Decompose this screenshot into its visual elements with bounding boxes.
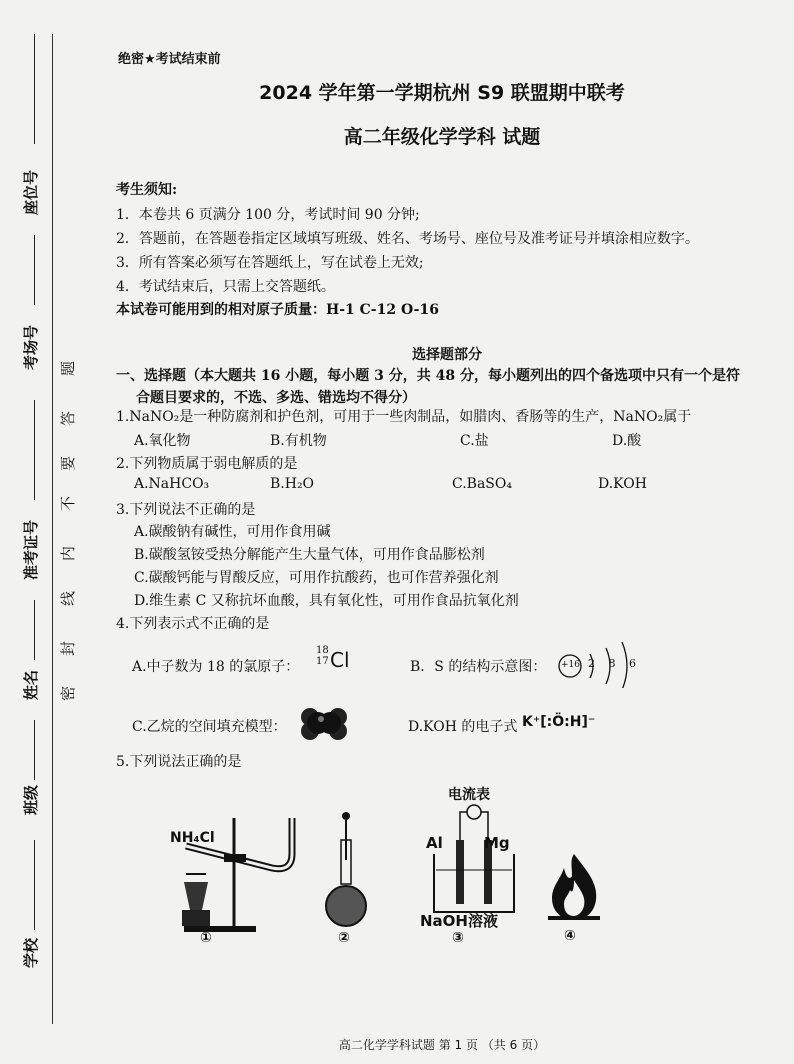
atomic-number: 17 — [316, 656, 329, 667]
koh-electron-formula: K⁺[:Ö:H]⁻ — [522, 714, 596, 730]
warning-char: 线 — [59, 590, 78, 607]
q3-option-b: B.碳酸氢铵受热分解能产生大量气体，可用作食品膨松剂 — [134, 547, 485, 563]
naoh-solution-label: NaOH溶液 — [420, 912, 498, 930]
notice-item: 2．答题前，在答题卷指定区域填写班级、姓名、考场号、座位号及准考证号并填涂相应数字。 — [116, 231, 699, 247]
nuclide-notation — [316, 645, 329, 667]
q1-stem: 1.NaNO₂是一种防腐剂和护色剂，可用于一些肉制品，如腊肉、香肠等的生产，NaNO₂属于 — [116, 409, 692, 425]
warning-char: 题 — [59, 360, 78, 377]
ticket-number-label: 准考证号 — [22, 519, 40, 580]
exam-title: 2024 学年第一学期杭州 S9 联盟期中联考 — [259, 82, 625, 104]
page-footer: 高二化学学科试题 第 1 页 （共 6 页） — [338, 1038, 546, 1052]
q1-option-d: D.酸 — [612, 433, 642, 449]
electron-shells: 2 8 6 — [588, 657, 641, 670]
notice-heading: 考生须知: — [116, 182, 178, 198]
flame-icon — [546, 850, 602, 922]
figure-label-2: ② — [338, 930, 350, 946]
nucleus-charge: +16 — [561, 660, 580, 670]
exam-room-label: 考场号 — [22, 324, 40, 370]
binding-line — [52, 34, 53, 1024]
ammeter-label: 电流表 — [448, 787, 490, 803]
warning-char: 要 — [59, 455, 78, 472]
binding-sidebar — [0, 0, 78, 1064]
warning-char: 答 — [59, 410, 78, 427]
figure-label-3: ③ — [452, 930, 464, 946]
ticket-number-line — [34, 400, 35, 500]
nh4cl-label: NH₄Cl — [170, 830, 215, 846]
q2-option-c: C.BaSO₄ — [452, 476, 512, 492]
q2-option-d: D.KOH — [598, 476, 647, 492]
school-label: 学校 — [22, 937, 40, 968]
q3-option-c: C.碳酸钙能与胃酸反应，可用作抗酸药，也可作营养强化剂 — [134, 570, 499, 586]
q4-stem: 4.下列表示式不正确的是 — [116, 616, 270, 632]
name-label: 姓名 — [22, 669, 40, 700]
q1-option-c: C.盐 — [460, 433, 489, 449]
q4-option-a: A.中子数为 18 的氯原子： — [132, 659, 300, 675]
q1-option-a: A.氧化物 — [134, 433, 191, 449]
q3-stem: 3.下列说法不正确的是 — [116, 502, 256, 518]
name-line — [34, 600, 35, 660]
exam-room-line — [34, 235, 35, 305]
warning-char: 不 — [59, 495, 78, 512]
confidential-mark: 绝密★考试结束前 — [118, 52, 221, 67]
q3-option-d: D.维生素 C 又称抗坏血酸，具有氧化性，可用作食品抗氧化剂 — [134, 593, 519, 609]
ethane-space-filling-model — [298, 704, 350, 742]
section-title: 选择题部分 — [412, 347, 482, 363]
warning-char: 封 — [59, 640, 78, 657]
chlorine-symbol: Cl — [330, 648, 350, 672]
school-line — [34, 840, 35, 930]
warning-char: 内 — [59, 545, 78, 562]
q4-option-c: C.乙烷的空间填充模型： — [132, 719, 287, 735]
q5-stem: 5.下列说法正确的是 — [116, 754, 242, 770]
round-bottom-flask — [322, 810, 370, 930]
mg-electrode-label: Mg — [484, 834, 510, 852]
al-mg-galvanic-cell — [424, 800, 534, 920]
atomic-mass-note: 本试卷可能用到的相对原子质量：H-1 C-12 O-16 — [116, 302, 439, 318]
exam-subtitle: 高二年级化学学科 试题 — [343, 126, 541, 148]
q1-option-b: B.有机物 — [270, 433, 327, 449]
al-electrode-label: Al — [426, 834, 443, 852]
notice-item: 4．考试结束后，只需上交答题纸。 — [116, 279, 335, 295]
mass-number: 18 — [316, 645, 329, 656]
warning-char: 密 — [59, 685, 78, 702]
seat-number-label: 座位号 — [22, 169, 40, 215]
notice-item: 1．本卷共 6 页满分 100 分，考试时间 90 分钟; — [116, 207, 420, 223]
class-label: 班级 — [22, 784, 40, 815]
notice-item: 3．所有答案必须写在答题纸上，写在试卷上无效; — [116, 255, 424, 271]
figure-label-1: ① — [200, 930, 212, 946]
q3-option-a: A.碳酸钠有碱性，可用作食用碱 — [134, 524, 331, 540]
q4-option-d: D.KOH 的电子式 — [408, 719, 518, 735]
q2-stem: 2.下列物质属于弱电解质的是 — [116, 456, 298, 472]
q2-option-a: A.NaHCO₃ — [134, 476, 210, 492]
class-line — [34, 720, 35, 780]
q4-option-b: B．S 的结构示意图： — [410, 659, 547, 675]
section-instruction: 一、选择题（本大题共 16 小题，每小题 3 分，共 48 分，每小题列出的四个备选项中只有一个是符 — [116, 368, 740, 384]
section-instruction-cont: 合题目要求的，不选、多选、错选均不得分） — [136, 390, 416, 406]
q2-option-b: B.H₂O — [270, 476, 315, 492]
figure-label-4: ④ — [564, 928, 576, 944]
